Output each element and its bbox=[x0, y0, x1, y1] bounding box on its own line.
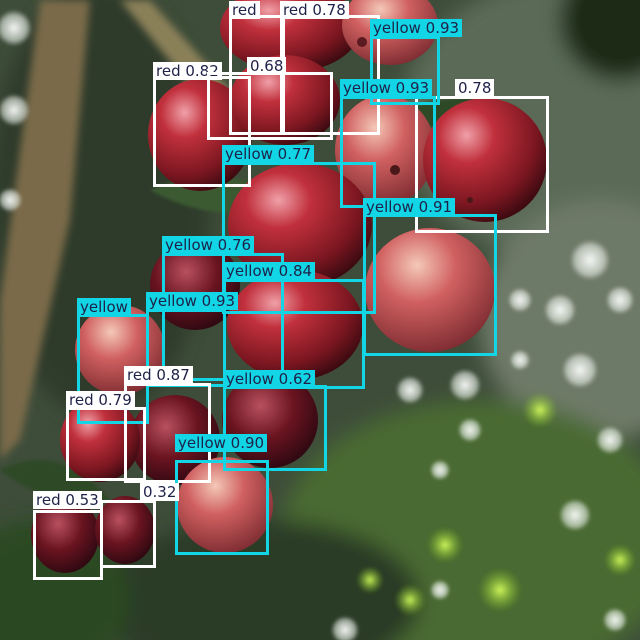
detection-label: red 0.87 bbox=[124, 366, 193, 384]
detection-label: red 0.78 bbox=[280, 1, 349, 19]
detection-label: yellow 0.93 bbox=[370, 19, 462, 37]
detection-label: yellow 0.84 bbox=[223, 262, 315, 280]
detection-label: red 0.53 bbox=[33, 491, 102, 509]
detection-label: 0.68 bbox=[247, 57, 286, 75]
detection-label: yellow 0.93 bbox=[340, 79, 432, 97]
detection-label: red 0.82 bbox=[153, 62, 222, 80]
detection-label: yellow bbox=[77, 298, 131, 316]
detection-label: 0.78 bbox=[455, 79, 494, 97]
detection-label: yellow 0.90 bbox=[175, 434, 267, 452]
detection-label: red 0.79 bbox=[66, 391, 135, 409]
detection-label: yellow 0.93 bbox=[146, 292, 238, 310]
detection-label: yellow 0.76 bbox=[162, 236, 254, 254]
detection-label: yellow 0.62 bbox=[223, 370, 315, 388]
detection-label: 0.32 bbox=[140, 483, 179, 501]
detection-label: yellow 0.77 bbox=[222, 145, 314, 163]
detection-label: red bbox=[229, 1, 260, 19]
detection-label: yellow 0.91 bbox=[363, 198, 455, 216]
